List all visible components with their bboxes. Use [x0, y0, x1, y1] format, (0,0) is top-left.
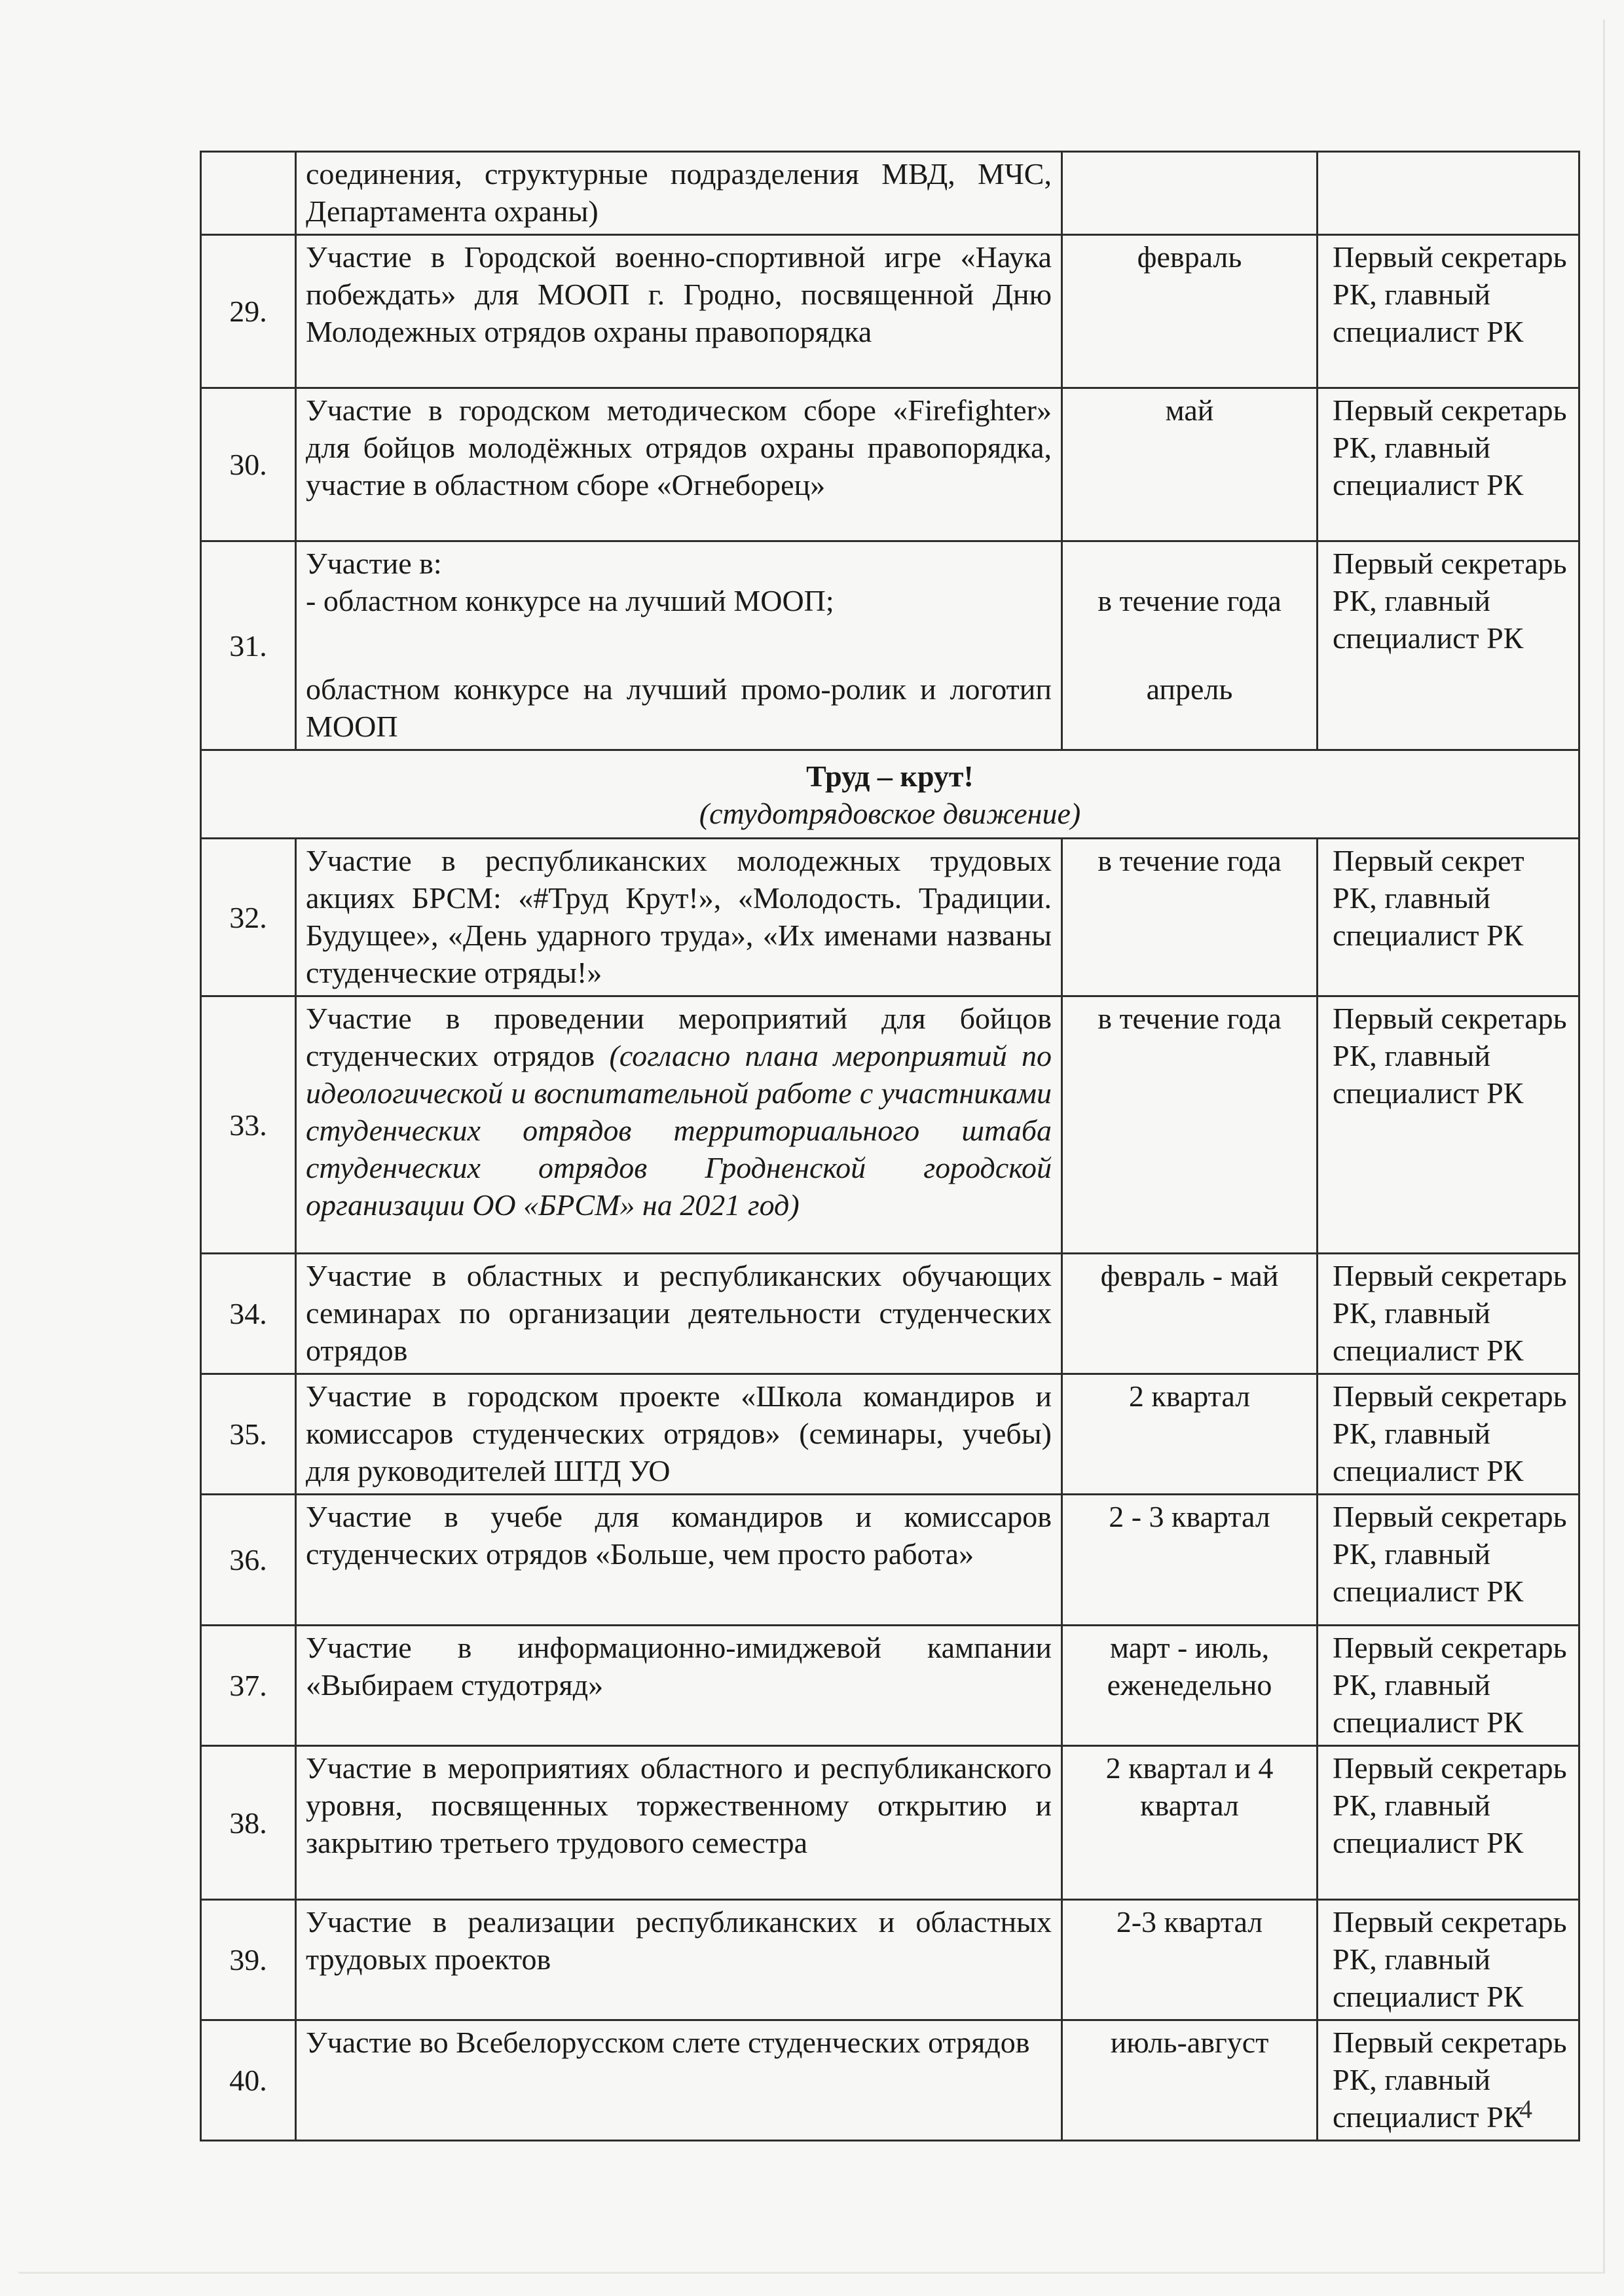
row-responsible: Первый секретарь РК, главный специалист РК: [1318, 1746, 1579, 1900]
row-content: Участие в областных и республиканских обучающих семинарах по организации деятельности студенческих отрядов: [296, 1254, 1062, 1374]
row-responsible: Первый секретарь РК, главный специалист РК: [1318, 1495, 1579, 1626]
row-term: 2 - 3 квартал: [1062, 1495, 1318, 1626]
table-row: [201, 2020, 1579, 2141]
section-header: [201, 750, 1579, 839]
row-term: [1062, 541, 1318, 750]
row-term: февраль: [1062, 235, 1318, 388]
table-row: [201, 541, 1579, 750]
row-content: Участие в реализации республиканских и областных трудовых проектов: [296, 1900, 1062, 2020]
row-term: февраль - май: [1062, 1254, 1318, 1374]
row-number: 30.: [201, 388, 296, 541]
row-responsible: Первый секрет РК, главный специалист РК: [1318, 839, 1579, 996]
row-content: Участие во Всебелорусском слете студенческих отрядов: [296, 2020, 1062, 2141]
row-number: 32.: [201, 839, 296, 996]
row-content: Участие в информационно-имиджевой кампании «Выбираем студотряд»: [296, 1626, 1062, 1746]
events-plan-table: [200, 151, 1580, 2141]
row-term: 2 квартал: [1062, 1374, 1318, 1495]
row-term: в течение года: [1062, 839, 1318, 996]
row-number: [201, 152, 296, 235]
row-content: соединения, структурные подразделения МВД, МЧС, Департамента охраны): [296, 152, 1062, 235]
table-row: [201, 996, 1579, 1254]
section-header-row: [201, 750, 1579, 839]
row-term: [1062, 152, 1318, 235]
row-number: 39.: [201, 1900, 296, 2020]
row-content-item: областном конкурсе на лучший промо-ролик и логотип МООП: [306, 672, 1052, 743]
row-term: 2-3 квартал: [1062, 1900, 1318, 2020]
row-content: [296, 541, 1062, 750]
row-number: 40.: [201, 2020, 296, 2141]
row-content: Участие в республиканских молодежных трудовых акциях БРСМ: «#Труд Крут!», «Молодость. Традиции. Будущее», «День ударного труда», «Их именами названы студенческие отряды!»: [296, 839, 1062, 996]
table-row: [201, 1374, 1579, 1495]
row-term: июль-август: [1062, 2020, 1318, 2141]
row-content-item: - областном конкурсе на лучший МООП;: [306, 584, 834, 617]
row-term: май: [1062, 388, 1318, 541]
section-title: Труд – крут!: [806, 759, 974, 793]
row-responsible: Первый секретарь РК, главный специалист РК: [1318, 1254, 1579, 1374]
row-content: Участие в учебе для командиров и комиссаров студенческих отрядов «Больше, чем просто работа»: [296, 1495, 1062, 1626]
row-responsible: Первый секретарь РК, главный специалист РК: [1318, 1900, 1579, 2020]
table-row: [201, 1254, 1579, 1374]
table-row: [201, 1900, 1579, 2020]
row-content: Участие в городском проекте «Школа командиров и комиссаров студенческих отрядов» (семинары, учебы) для руководителей ШТД УО: [296, 1374, 1062, 1495]
row-term: март - июль, еженедельно: [1062, 1626, 1318, 1746]
table-row: [201, 152, 1579, 235]
row-content: Участие в мероприятиях областного и республиканского уровня, посвященных торжественному открытию и закрытию третьего трудового семестра: [296, 1746, 1062, 1900]
table-row: [201, 1626, 1579, 1746]
table-row: [201, 1746, 1579, 1900]
row-content-plain: Участие в проведении мероприятий для бойцов студенческих отрядов: [306, 1002, 1052, 1072]
table-row: [201, 1495, 1579, 1626]
row-content-note: (согласно плана мероприятий по идеологической и воспитательной работе с участниками студенческих отрядов территориального штаба студенческих отрядов Гродненской городской организации ОО «БРСМ» на 2021 год): [306, 1039, 1052, 1222]
row-number: 33.: [201, 996, 296, 1254]
row-number: 36.: [201, 1495, 296, 1626]
row-number: 34.: [201, 1254, 296, 1374]
table-row: [201, 235, 1579, 388]
row-responsible: [1318, 152, 1579, 235]
row-content: [296, 996, 1062, 1254]
page-number: 4: [1519, 2094, 1532, 2124]
row-number: 37.: [201, 1626, 296, 1746]
section-subtitle: (студотрядовское движение): [699, 797, 1081, 830]
row-responsible: Первый секретарь РК, главный специалист РК: [1318, 996, 1579, 1254]
table-row: [201, 839, 1579, 996]
row-term: в течение года: [1062, 996, 1318, 1254]
row-responsible: Первый секретарь РК, главный специалист РК: [1318, 388, 1579, 541]
row-term-item: в течение года: [1098, 584, 1282, 617]
row-responsible: Первый секретарь РК, главный специалист РК: [1318, 1374, 1579, 1495]
row-number: 35.: [201, 1374, 296, 1495]
row-content: Участие в городском методическом сборе «Firefighter» для бойцов молодёжных отрядов охраны правопорядка, участие в областном сборе «Огнеборец»: [296, 388, 1062, 541]
row-responsible: Первый секретарь РК, главный специалист РК: [1318, 1626, 1579, 1746]
table-row: [201, 388, 1579, 541]
row-number: 29.: [201, 235, 296, 388]
row-content: Участие в Городской военно-спортивной игре «Наука побеждать» для МООП г. Гродно, посвященной Дню Молодежных отрядов охраны правопорядка: [296, 235, 1062, 388]
row-responsible: Первый секретарь РК, главный специалист РК: [1318, 2020, 1579, 2141]
row-responsible: Первый секретарь РК, главный специалист РК: [1318, 541, 1579, 750]
row-term: 2 квартал и 4 квартал: [1062, 1746, 1318, 1900]
row-number: 38.: [201, 1746, 296, 1900]
row-content-intro: Участие в:: [306, 547, 442, 580]
row-term-item: апрель: [1146, 672, 1233, 706]
row-responsible: Первый секретарь РК, главный специалист РК: [1318, 235, 1579, 388]
row-number: 31.: [201, 541, 296, 750]
